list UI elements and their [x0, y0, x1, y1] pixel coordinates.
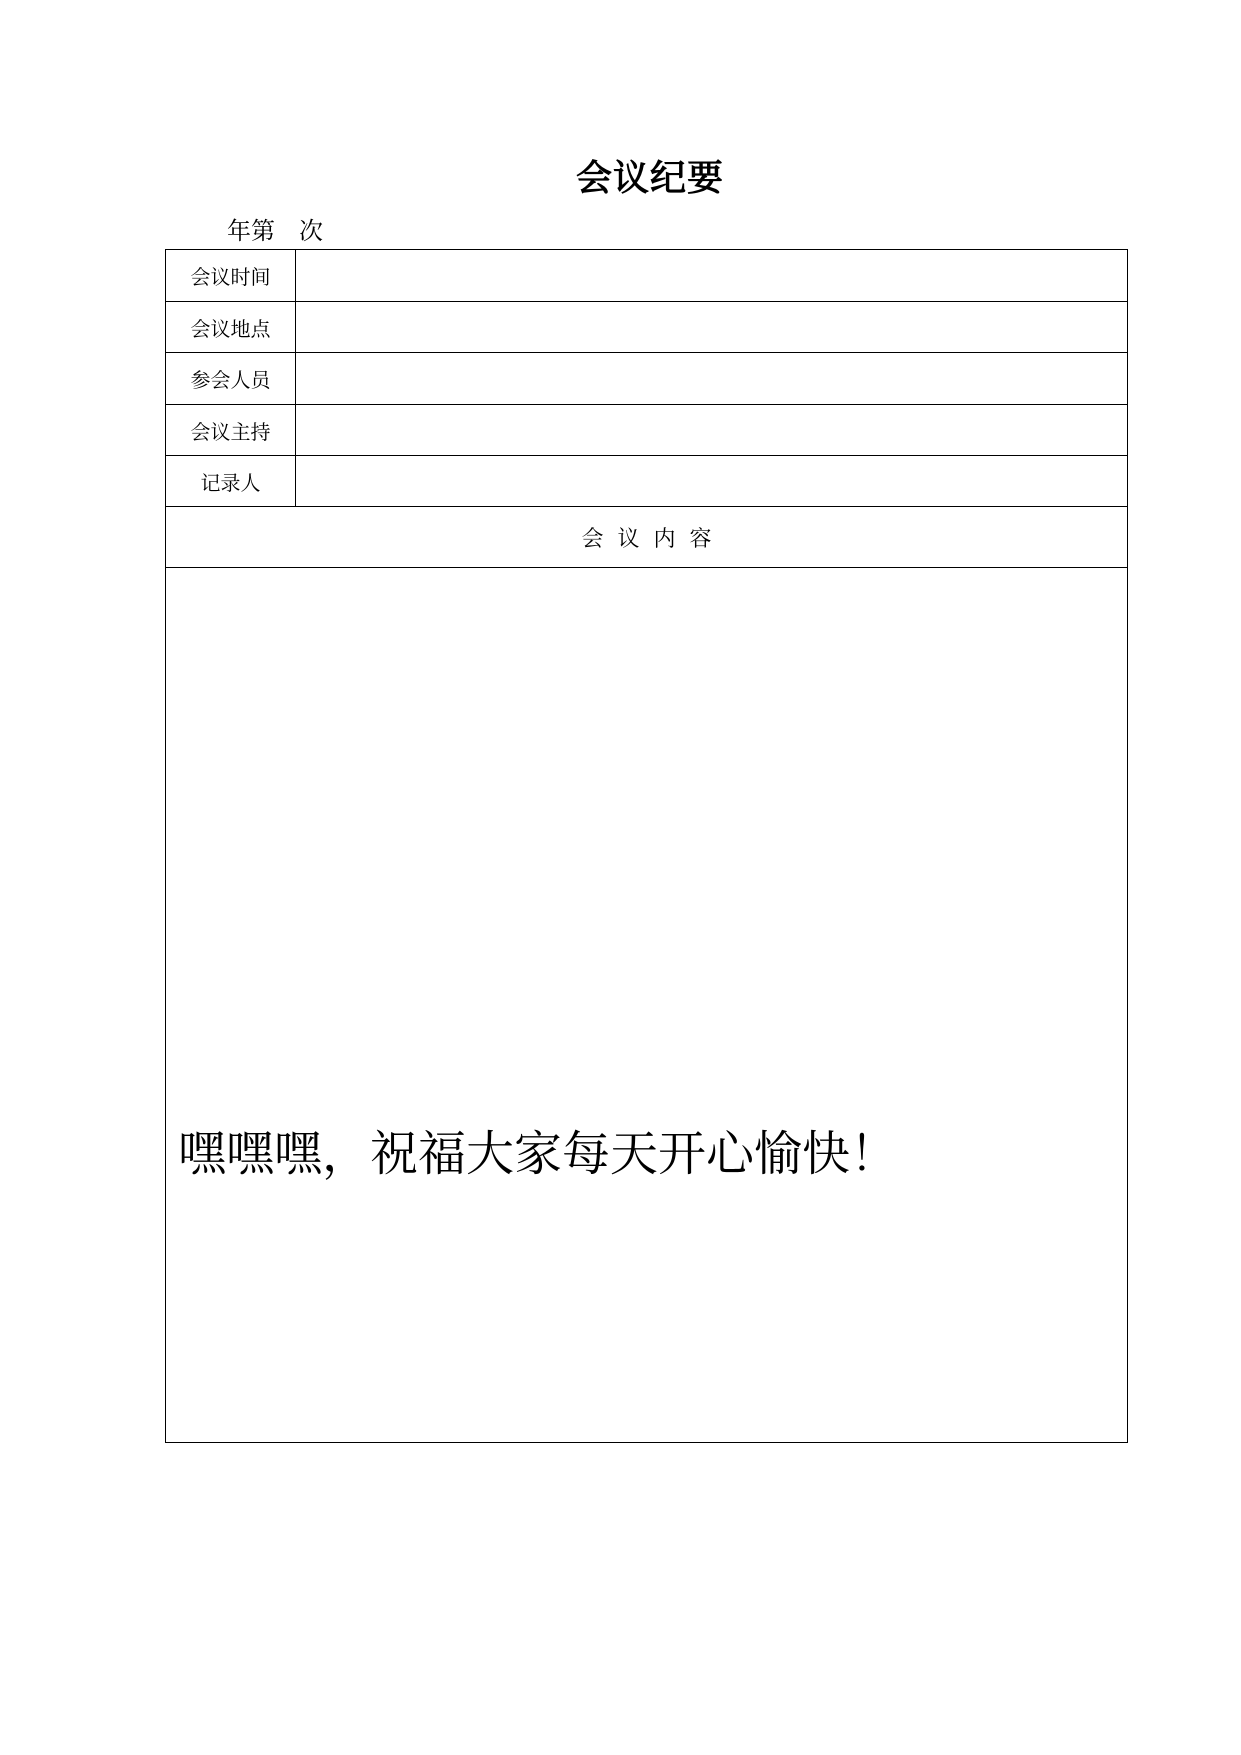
- form-row-location: [166, 302, 1127, 353]
- form-row-recorder: [166, 456, 1127, 507]
- attendees-label: 参会人员: [166, 353, 296, 404]
- document-title: 会议纪要: [575, 158, 724, 199]
- meeting-time-label: 会议时间: [166, 250, 296, 301]
- meeting-location-field[interactable]: [296, 302, 1127, 352]
- form-row-time: [166, 250, 1127, 302]
- meeting-content-area[interactable]: [166, 568, 1127, 1442]
- attendees-field[interactable]: [296, 353, 1127, 404]
- meeting-host-field[interactable]: [296, 405, 1127, 455]
- recorder-field[interactable]: [296, 456, 1127, 506]
- meeting-host-label: 会议主持: [166, 405, 296, 455]
- meeting-location-label: 会议地点: [166, 302, 296, 352]
- session-line: 年第 次: [227, 217, 323, 245]
- recorder-label: 记录人: [166, 456, 296, 506]
- meeting-content-header: 会议内容: [166, 507, 1127, 568]
- meeting-time-field[interactable]: [296, 250, 1127, 301]
- meeting-content-text: 嘿嘿嘿，祝福大家每天开心愉快！: [178, 1126, 899, 1182]
- meeting-form-table: [165, 249, 1128, 1443]
- form-row-host: [166, 405, 1127, 456]
- form-row-attendees: [166, 353, 1127, 405]
